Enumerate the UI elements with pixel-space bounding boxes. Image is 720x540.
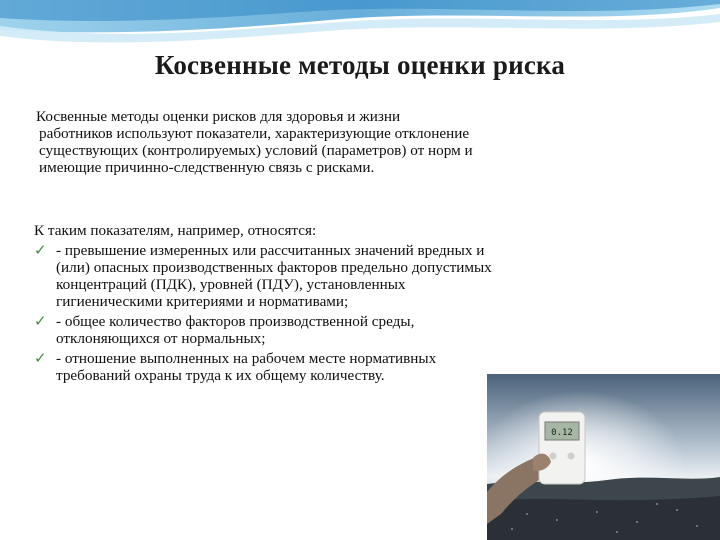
list-item [34, 242, 504, 310]
list-item [34, 350, 504, 384]
dosimeter-photo [487, 374, 720, 540]
intro-first-line: Косвенные методы оценки рисков для здоровья и жизни [36, 108, 401, 125]
checkmark-icon: ✓ [34, 349, 47, 367]
list-item [34, 313, 504, 347]
slide-title: Косвенные методы оценки риска [154, 50, 566, 80]
bullet-list [34, 242, 504, 387]
checkmark-icon: ✓ [34, 312, 47, 330]
intro-rest: работников используют показатели, характеризующие отклонение существующих (контролируемых) условий (параметров) от норм и имеющие причинно-следственную связь с рисками. [39, 125, 473, 176]
bullet-text: - превышение измеренных или рассчитанных значений вредных и (или) опасных производственных факторов предельно допустимых концентраций (ПДК), уровней (ПДУ), установленных гигиеническими критериями и нормативами; [56, 242, 492, 310]
checkmark-icon: ✓ [34, 241, 47, 259]
bullet-text: - общее количество факторов производственной среды, отклоняющихся от нормальных; [56, 313, 415, 347]
lead-text: К таким показателям, например, относятся: [34, 222, 317, 239]
intro-paragraph [36, 108, 506, 176]
svg-text:0.12: 0.12 [551, 428, 573, 438]
bullet-text: - отношение выполненных на рабочем месте нормативных требований охраны труда к их общему количеству. [56, 350, 437, 384]
